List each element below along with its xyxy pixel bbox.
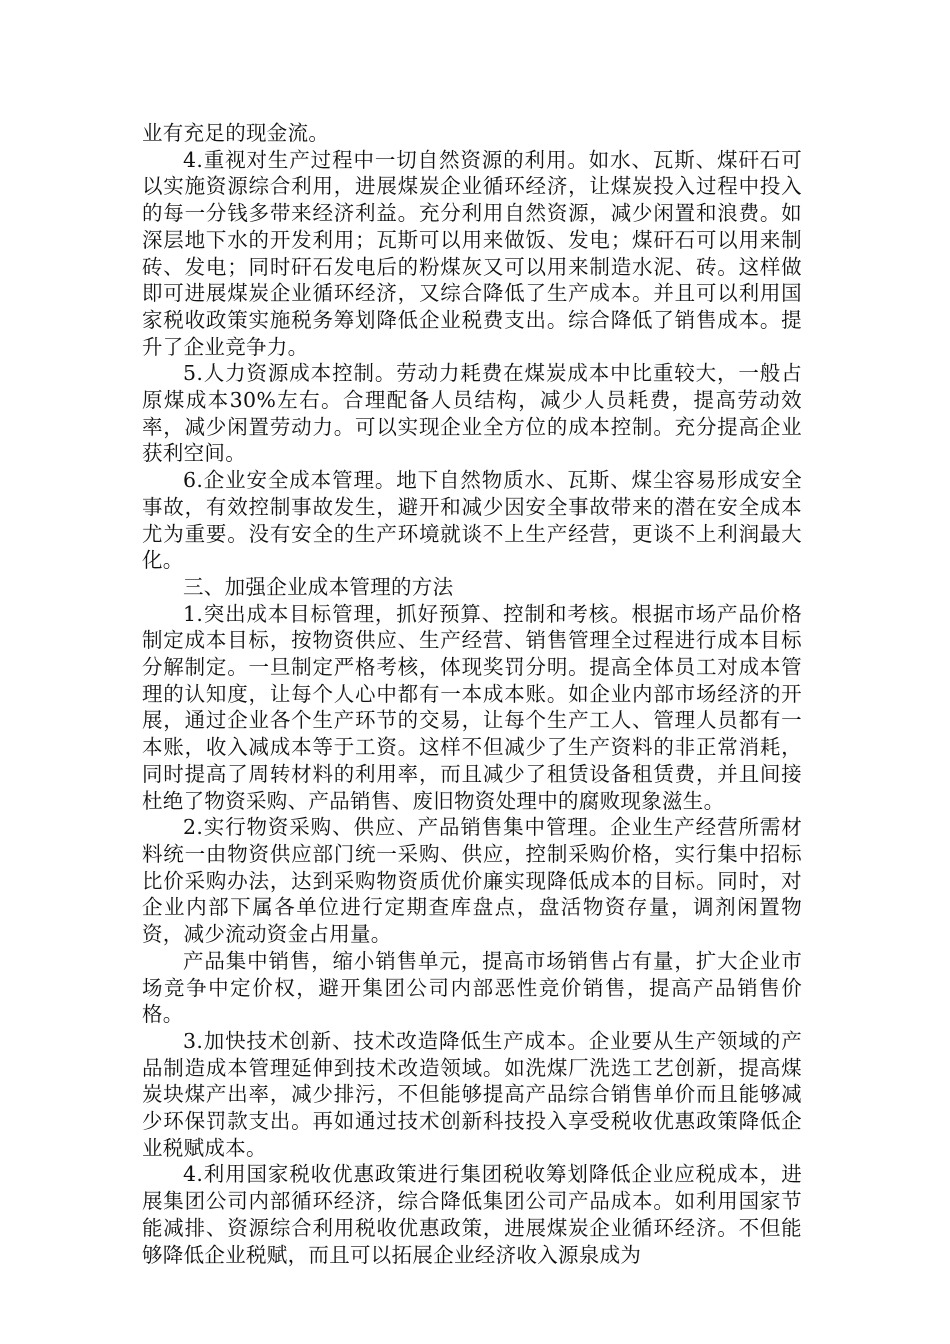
paragraph: 业有充足的现金流。: [142, 121, 330, 145]
paragraph: 3.加快技术创新、技术改造降低生产成本。企业要从生产领域的产品制造成本管理延伸到技术改造领域。如洗煤厂洗选工艺创新，提高煤炭块煤产出率，减少排污，不但能够提高产品综合销售单价而且能够减少环保罚款支出。再如通过技术创新科技投入享受税收优惠政策降低企业税赋成本。: [142, 1028, 802, 1160]
document-body: [142, 120, 802, 1268]
paragraph: 5.人力资源成本控制。劳动力耗费在煤炭成本中比重较大，一般占原煤成本30%左右。合理配备人员结构，减少人员耗费，提高劳动效率，减少闲置劳动力。可以实现企业全方位的成本控制。充分提高企业获利空间。: [142, 361, 802, 466]
paragraph: 2.实行物资采购、供应、产品销售集中管理。企业生产经营所需材料统一由物资供应部门统一采购、供应，控制采购价格，实行集中招标比价采购办法，达到采购物资质优价廉实现降低成本的目标。同时，对企业内部下属各单位进行定期查库盘点，盘活物资存量，调剂闲置物资，减少流动资金占用量。: [142, 815, 802, 947]
paragraph: 6.企业安全成本管理。地下自然物质水、瓦斯、煤尘容易形成安全事故，有效控制事故发生，避开和减少因安全事故带来的潜在安全成本尤为重要。没有安全的生产环境就谈不上生产经营，更谈不上利润最大化。: [142, 468, 802, 573]
paragraph: 4.利用国家税收优惠政策进行集团税收筹划降低企业应税成本，进展集团公司内部循环经济，综合降低集团公司产品成本。如利用国家节能减排、资源综合利用税收优惠政策，进展煤炭企业循环经济。不但能够降低企业税赋，而且可以拓展企业经济收入源泉成为: [142, 1162, 802, 1267]
section-heading: 三、加强企业成本管理的方法: [183, 574, 454, 599]
paragraph: 4.重视对生产过程中一切自然资源的利用。如水、瓦斯、煤矸石可以实施资源综合利用，进展煤炭企业循环经济，让煤炭投入过程中投入的每一分钱多带来经济利益。充分利用自然资源，减少闲置和浪费。如深层地下水的开发利用；瓦斯可以用来做饭、发电；煤矸石可以用来制砖、发电；同时矸石发电后的粉煤灰又可以用来制造水泥、砖。这样做即可进展煤炭企业循环经济，又综合降低了生产成本。并且可以利用国家税收政策实施税务筹划降低企业税费支出。综合降低了销售成本。提升了企业竞争力。: [142, 147, 802, 359]
paragraph: 1.突出成本目标管理，抓好预算、控制和考核。根据市场产品价格制定成本目标，按物资供应、生产经营、销售管理全过程进行成本目标分解制定。一旦制定严格考核，体现奖罚分明。提高全体员工对成本管理的认知度，让每个人心中都有一本成本账。如企业内部市场经济的开展，通过企业各个生产环节的交易，让每个生产工人、管理人员都有一本账，收入减成本等于工资。这样不但减少了生产资料的非正常消耗，同时提高了周转材料的利用率，而且减少了租赁设备租赁费，并且间接杜绝了物资采购、产品销售、废旧物资处理中的腐败现象滋生。: [142, 601, 802, 813]
paragraph: 产品集中销售，缩小销售单元，提高市场销售占有量，扩大企业市场竞争中定价权，避开集团公司内部恶性竞价销售，提高产品销售价格。: [142, 948, 802, 1027]
